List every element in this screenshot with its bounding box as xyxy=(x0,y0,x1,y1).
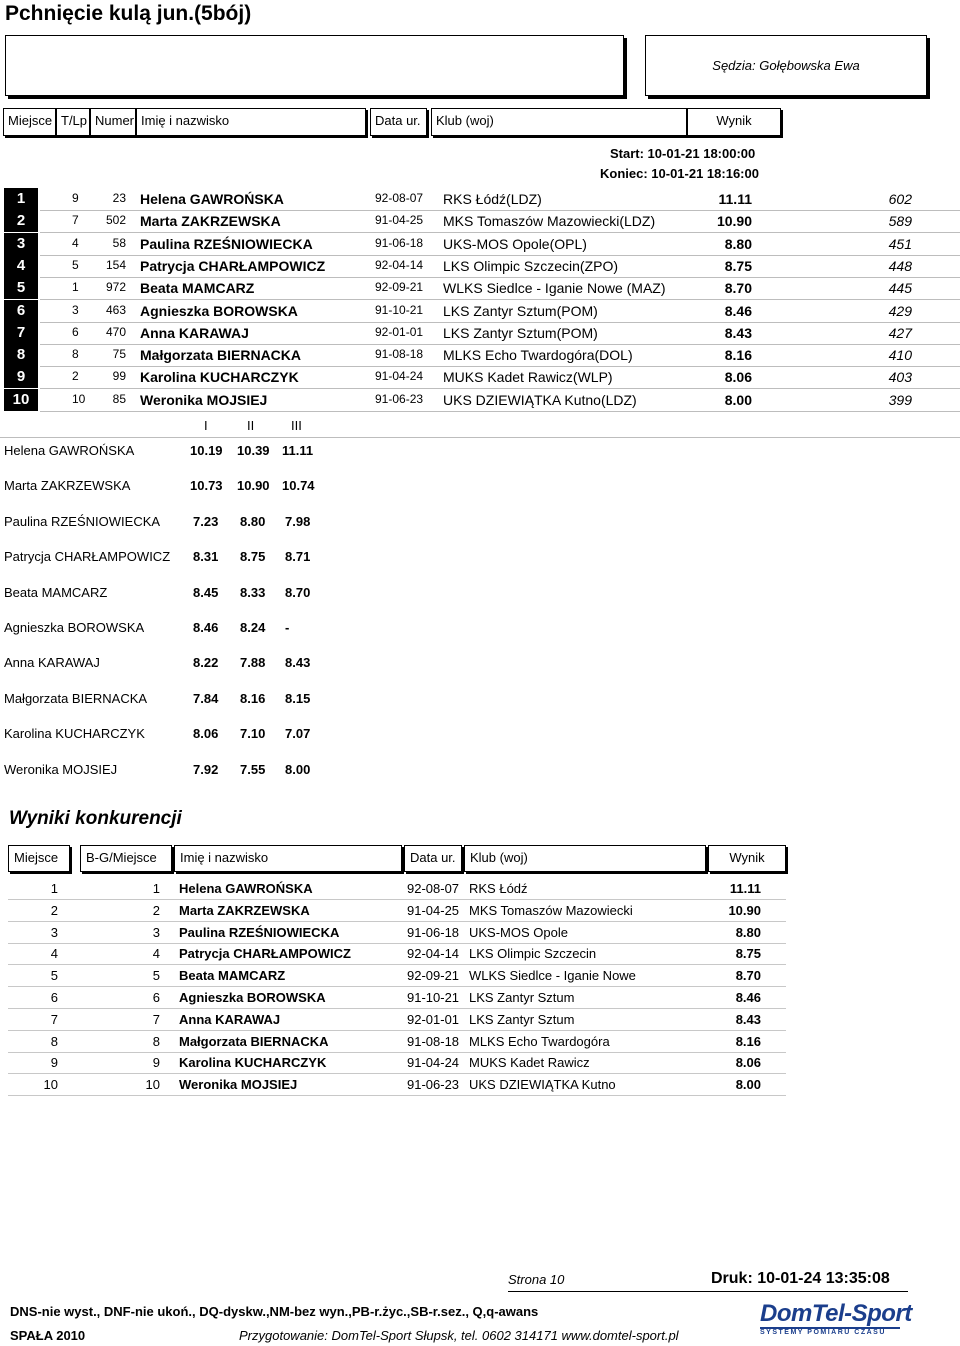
result-dob: 92-09-21 xyxy=(375,280,424,294)
attempt-value: 10.73 xyxy=(190,478,223,493)
conc-name: Agnieszka BOROWSKA xyxy=(179,990,326,1005)
judge-box xyxy=(645,35,927,96)
attempt-athlete: Marta ZAKRZEWSKA xyxy=(4,478,131,493)
conc-dob: 92-08-07 xyxy=(407,881,460,896)
concurrency-row xyxy=(0,878,960,900)
result-value: 10.90 xyxy=(716,213,752,229)
conc-dob: 91-04-24 xyxy=(407,1055,460,1070)
header-result: Wynik xyxy=(687,108,781,136)
conc-club: RKS Łódź xyxy=(469,881,528,896)
conc-club: UKS DZIEWIĄTKA Kutno xyxy=(469,1077,616,1092)
result-dob: 91-04-25 xyxy=(375,213,424,227)
result-name: Karolina KUCHARCZYK xyxy=(140,369,299,385)
result-row xyxy=(0,366,960,388)
result-name: Patrycja CHARŁAMPOWICZ xyxy=(140,258,326,274)
attempt-value: 10.19 xyxy=(190,443,223,458)
result-rank: 9 xyxy=(4,366,38,388)
conc-result: 8.06 xyxy=(735,1055,761,1070)
conc-result: 11.11 xyxy=(729,881,761,896)
conc-result: 8.80 xyxy=(735,925,761,940)
result-club: UKS DZIEWIĄTKA Kutno(LDZ) xyxy=(443,392,637,408)
conc-club: LKS Zantyr Sztum xyxy=(469,990,575,1005)
result-row xyxy=(0,389,960,411)
result-rank: 8 xyxy=(4,344,38,366)
result-name: Agnieszka BOROWSKA xyxy=(140,303,298,319)
conc-name: Patrycja CHARŁAMPOWICZ xyxy=(179,946,351,961)
conc-dob: 92-04-14 xyxy=(407,946,460,961)
footer-legend: DNS-nie wyst., DNF-nie ukoń., DQ-dyskw.,NM-bez wyn.,PB-r.życ.,SB-r.sez., Q,q-awans xyxy=(10,1304,539,1319)
concurrency-row xyxy=(0,1052,960,1074)
attempt-value: 8.33 xyxy=(240,585,266,600)
page-number: Strona 10 xyxy=(508,1272,565,1287)
result-value: 8.06 xyxy=(724,369,752,385)
attempt-value: 8.43 xyxy=(285,655,311,670)
conc-result: 8.70 xyxy=(735,968,761,983)
conc-name: Paulina RZEŚNIOWIECKA xyxy=(179,925,340,940)
conc-place: 9 xyxy=(50,1055,58,1070)
conc-result: 10.90 xyxy=(728,903,761,918)
attempt-value: 8.80 xyxy=(240,514,266,529)
attempt-value: 8.46 xyxy=(193,620,219,635)
attempt-athlete: Patrycja CHARŁAMPOWICZ xyxy=(4,549,171,564)
result-club: LKS Zantyr Sztum(POM) xyxy=(443,303,598,319)
result-row xyxy=(0,344,960,366)
result-club: LKS Olimpic Szczecin(ZPO) xyxy=(443,258,619,274)
conc-name: Beata MAMCARZ xyxy=(179,968,286,983)
concurrency-row xyxy=(0,1074,960,1096)
conc-result: 8.00 xyxy=(735,1077,761,1092)
result-name: Weronika MOJSIEJ xyxy=(140,392,268,408)
result-club: UKS-MOS Opole(OPL) xyxy=(443,236,587,252)
header-name: Imię i nazwisko xyxy=(136,108,366,136)
attempt-header-1: I xyxy=(204,418,208,433)
result-rank: 4 xyxy=(4,255,38,277)
result-club: MUKS Kadet Rawicz(WLP) xyxy=(443,369,613,385)
result-rank: 3 xyxy=(4,233,38,255)
logo-subtitle: SYSTEMY POMIARU CZASU xyxy=(760,1329,886,1336)
conc-header-result: Wynik xyxy=(708,845,786,872)
domtel-logo xyxy=(760,1300,912,1336)
result-dob: 92-08-07 xyxy=(375,191,424,205)
conc-bg-place: 5 xyxy=(152,968,160,983)
attempt-value: 8.15 xyxy=(285,691,311,706)
attempt-value: 7.92 xyxy=(193,762,219,777)
concurrency-row xyxy=(0,1031,960,1053)
result-lp: 5 xyxy=(72,258,79,272)
attempt-value: 10.90 xyxy=(237,478,270,493)
conc-dob: 92-09-21 xyxy=(407,968,460,983)
conc-bg-place: 9 xyxy=(152,1055,160,1070)
attempt-athlete: Helena GAWROŃSKA xyxy=(4,443,135,458)
attempt-value: 8.24 xyxy=(240,620,266,635)
attempt-value: 8.00 xyxy=(285,762,311,777)
conc-club: LKS Zantyr Sztum xyxy=(469,1012,575,1027)
result-club: LKS Zantyr Sztum(POM) xyxy=(443,325,598,341)
logo-text: DomTel-Sport xyxy=(760,1300,912,1327)
result-points: 429 xyxy=(888,303,912,319)
result-club: WLKS Siedlce - Iganie Nowe (MAZ) xyxy=(443,280,666,296)
result-club: MLKS Echo Twardogóra(DOL) xyxy=(443,347,633,363)
conc-name: Helena GAWROŃSKA xyxy=(179,881,313,896)
conc-dob: 91-06-18 xyxy=(407,925,460,940)
result-name: Paulina RZEŚNIOWIECKA xyxy=(140,236,313,252)
result-number: 85 xyxy=(112,392,126,406)
attempt-value: 8.31 xyxy=(193,549,219,564)
result-number: 470 xyxy=(105,325,126,339)
result-number: 154 xyxy=(105,258,126,272)
conc-result: 8.75 xyxy=(735,946,761,961)
header-lp: T/Lp xyxy=(56,108,90,136)
conc-club: MLKS Echo Twardogóra xyxy=(469,1034,610,1049)
result-lp: 3 xyxy=(72,303,79,317)
result-value: 8.46 xyxy=(724,303,752,319)
attempt-value: - xyxy=(285,620,290,635)
conc-place: 5 xyxy=(50,968,58,983)
conc-place: 6 xyxy=(50,990,58,1005)
conc-bg-place: 7 xyxy=(152,1012,160,1027)
result-row xyxy=(0,188,960,210)
conc-name: Karolina KUCHARCZYK xyxy=(179,1055,327,1070)
result-value: 8.43 xyxy=(724,325,752,341)
result-lp: 6 xyxy=(72,325,79,339)
result-rank: 1 xyxy=(4,188,38,210)
result-points: 448 xyxy=(888,258,912,274)
conc-place: 8 xyxy=(50,1034,58,1049)
conc-bg-place: 4 xyxy=(152,946,160,961)
result-lp: 7 xyxy=(72,213,79,227)
event-name: SPAŁA 2010 xyxy=(10,1328,86,1343)
conc-dob: 91-04-25 xyxy=(407,903,460,918)
end-time: Koniec: 10-01-21 18:16:00 xyxy=(600,166,759,181)
attempt-value: 7.23 xyxy=(193,514,219,529)
result-value: 8.00 xyxy=(724,392,752,408)
concurrency-row xyxy=(0,1009,960,1031)
conc-header-dob: Data ur. xyxy=(404,845,462,872)
footer-line xyxy=(508,1291,908,1292)
conc-name: Anna KARAWAJ xyxy=(179,1012,281,1027)
page-title: Pchnięcie kulą jun.(5bój) xyxy=(5,2,252,25)
result-dob: 92-01-01 xyxy=(375,325,424,339)
result-points: 399 xyxy=(888,392,912,408)
result-lp: 10 xyxy=(72,392,86,406)
conc-dob: 91-06-23 xyxy=(407,1077,460,1092)
conc-club: MUKS Kadet Rawicz xyxy=(469,1055,590,1070)
header-number: Numer xyxy=(90,108,136,136)
conc-dob: 92-01-01 xyxy=(407,1012,460,1027)
conc-place: 4 xyxy=(50,946,58,961)
attempt-athlete: Beata MAMCARZ xyxy=(4,585,108,600)
result-name: Anna KARAWAJ xyxy=(140,325,249,341)
conc-bg-place: 3 xyxy=(152,925,160,940)
row-divider xyxy=(40,411,960,412)
conc-header-place: Miejsce xyxy=(8,845,70,872)
conc-bg-place: 2 xyxy=(152,903,160,918)
result-value: 11.11 xyxy=(718,191,752,207)
result-points: 427 xyxy=(888,325,912,341)
header-place: Miejsce xyxy=(3,108,56,136)
result-rank: 10 xyxy=(4,389,38,411)
attempt-value: 8.06 xyxy=(193,726,219,741)
conc-bg-place: 8 xyxy=(152,1034,160,1049)
result-number: 502 xyxy=(105,213,126,227)
conc-club: LKS Olimpic Szczecin xyxy=(469,946,597,961)
result-dob: 91-04-24 xyxy=(375,369,424,383)
attempt-value: 11.11 xyxy=(282,443,314,458)
conc-place: 3 xyxy=(50,925,58,940)
concurrency-row xyxy=(0,965,960,987)
attempt-athlete: Anna KARAWAJ xyxy=(4,655,100,670)
conc-header-name: Imię i nazwisko xyxy=(174,845,402,872)
conc-result: 8.46 xyxy=(735,990,761,1005)
attempt-value: 7.07 xyxy=(285,726,311,741)
attempt-value: 10.39 xyxy=(237,443,270,458)
result-row xyxy=(0,277,960,299)
result-lp: 2 xyxy=(72,369,79,383)
result-club: MKS Tomaszów Mazowiecki(LDZ) xyxy=(443,213,656,229)
conc-header-club: Klub (woj) xyxy=(464,845,706,872)
attempt-athlete: Agnieszka BOROWSKA xyxy=(4,620,145,635)
result-dob: 91-06-23 xyxy=(375,392,424,406)
attempt-athlete: Weronika MOJSIEJ xyxy=(4,762,118,777)
attempt-value: 8.16 xyxy=(240,691,266,706)
conc-dob: 91-08-18 xyxy=(407,1034,460,1049)
conc-club: MKS Tomaszów Mazowiecki xyxy=(469,903,633,918)
result-points: 445 xyxy=(888,280,912,296)
conc-name: Weronika MOJSIEJ xyxy=(179,1077,298,1092)
result-points: 589 xyxy=(888,213,912,229)
header-dob: Data ur. xyxy=(370,108,427,136)
result-row xyxy=(0,233,960,255)
result-dob: 91-10-21 xyxy=(375,303,424,317)
result-number: 58 xyxy=(112,236,126,250)
attempt-value: 7.98 xyxy=(285,514,311,529)
result-dob: 92-04-14 xyxy=(375,258,424,272)
attempt-athlete: Małgorzata BIERNACKA xyxy=(4,691,148,706)
conc-name: Marta ZAKRZEWSKA xyxy=(179,903,310,918)
conc-dob: 91-10-21 xyxy=(407,990,460,1005)
result-points: 451 xyxy=(888,236,912,252)
result-rank: 5 xyxy=(4,277,38,299)
attempt-value: 8.75 xyxy=(240,549,266,564)
result-name: Małgorzata BIERNACKA xyxy=(140,347,302,363)
result-name: Helena GAWROŃSKA xyxy=(140,191,284,207)
attempt-value: 8.45 xyxy=(193,585,219,600)
attempt-athlete: Karolina KUCHARCZYK xyxy=(4,726,145,741)
result-points: 602 xyxy=(888,191,912,207)
attempt-value: 7.10 xyxy=(240,726,266,741)
conc-place: 2 xyxy=(50,903,58,918)
result-name: Beata MAMCARZ xyxy=(140,280,255,296)
judge-name: Sędzia: Gołębowska Ewa xyxy=(712,58,860,73)
result-value: 8.16 xyxy=(724,347,752,363)
attempt-value: 7.55 xyxy=(240,762,266,777)
attempt-value: 8.70 xyxy=(285,585,311,600)
result-number: 99 xyxy=(112,369,126,383)
attempt-value: 8.22 xyxy=(193,655,219,670)
conc-name: Małgorzata BIERNACKA xyxy=(179,1034,329,1049)
conc-header-bg: B-G/Miejsce xyxy=(80,845,172,872)
result-dob: 91-08-18 xyxy=(375,347,424,361)
result-row xyxy=(0,255,960,277)
result-number: 23 xyxy=(112,191,126,205)
attempts-divider xyxy=(0,437,960,438)
info-box xyxy=(5,35,624,96)
attempt-value: 7.88 xyxy=(240,655,266,670)
result-number: 972 xyxy=(105,280,126,294)
result-lp: 8 xyxy=(72,347,79,361)
result-dob: 91-06-18 xyxy=(375,236,424,250)
result-row xyxy=(0,300,960,322)
result-rank: 7 xyxy=(4,322,38,344)
result-lp: 4 xyxy=(72,236,79,250)
concurrency-row xyxy=(0,987,960,1009)
attempt-value: 8.71 xyxy=(285,549,311,564)
result-points: 403 xyxy=(888,369,912,385)
print-date: Druk: 10-01-24 13:35:08 xyxy=(711,1270,890,1287)
result-name: Marta ZAKRZEWSKA xyxy=(140,213,281,229)
prepared-by: Przygotowanie: DomTel-Sport Słupsk, tel. 0602 314171 www.domtel-sport.pl xyxy=(239,1328,679,1343)
result-lp: 1 xyxy=(72,280,79,294)
result-row xyxy=(0,322,960,344)
concurrency-row xyxy=(0,922,960,944)
conc-place: 7 xyxy=(50,1012,58,1027)
result-number: 75 xyxy=(112,347,126,361)
result-value: 8.80 xyxy=(724,236,752,252)
result-rank: 6 xyxy=(4,300,38,322)
attempt-header-3: III xyxy=(291,418,302,433)
concurrency-row xyxy=(0,900,960,922)
start-time: Start: 10-01-21 18:00:00 xyxy=(610,146,756,161)
concurrency-title: Wyniki konkurencji xyxy=(9,808,182,829)
result-club: RKS Łódź(LDZ) xyxy=(443,191,542,207)
result-lp: 9 xyxy=(72,191,79,205)
result-points: 410 xyxy=(888,347,912,363)
attempt-athlete: Paulina RZEŚNIOWIECKA xyxy=(4,514,161,529)
conc-place: 10 xyxy=(43,1077,58,1092)
conc-result: 8.43 xyxy=(735,1012,761,1027)
conc-bg-place: 6 xyxy=(152,990,160,1005)
result-rank: 2 xyxy=(4,210,38,232)
conc-place: 1 xyxy=(50,881,58,896)
conc-bg-place: 1 xyxy=(152,881,160,896)
concurrency-row xyxy=(0,943,960,965)
conc-row-divider xyxy=(8,1095,786,1096)
header-club: Klub (woj) xyxy=(431,108,687,136)
attempt-header-2: II xyxy=(247,418,255,433)
conc-club: UKS-MOS Opole xyxy=(469,925,568,940)
attempt-value: 10.74 xyxy=(282,478,315,493)
result-value: 8.70 xyxy=(724,280,752,296)
result-number: 463 xyxy=(105,303,126,317)
conc-bg-place: 10 xyxy=(145,1077,160,1092)
attempt-value: 7.84 xyxy=(193,691,219,706)
result-row xyxy=(0,210,960,232)
conc-result: 8.16 xyxy=(735,1034,761,1049)
conc-club: WLKS Siedlce - Iganie Nowe xyxy=(469,968,636,983)
result-value: 8.75 xyxy=(724,258,752,274)
